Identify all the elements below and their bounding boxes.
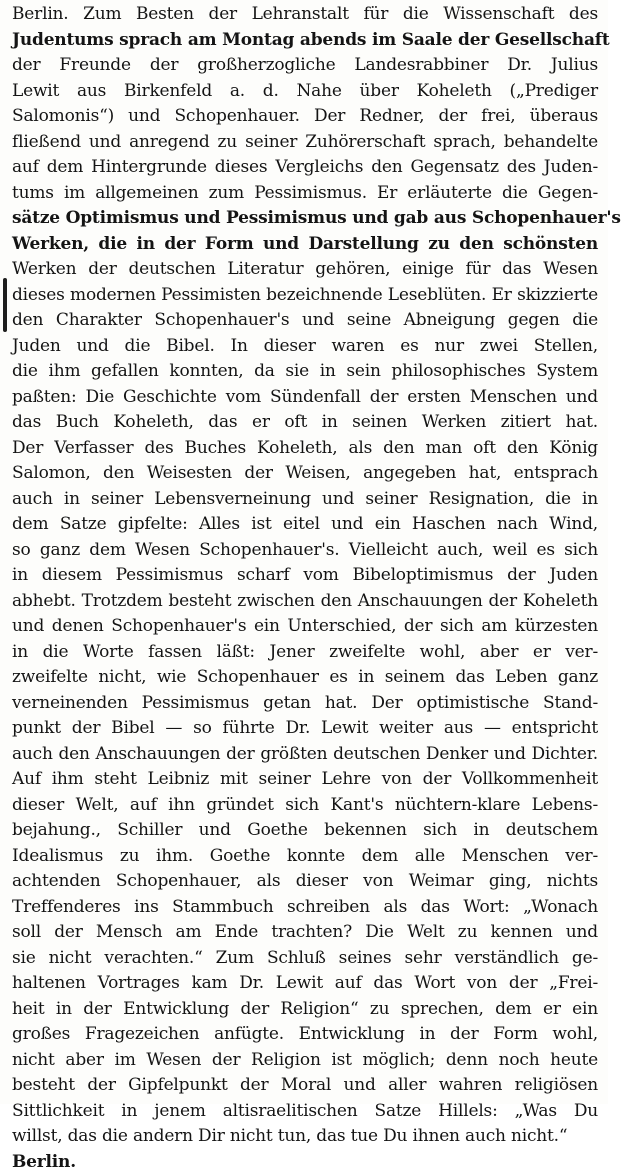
article-text-line: in diesem Pessimismus scharf vom Bibeloptimismus der Juden bbox=[12, 565, 598, 585]
article-text-line: den Charakter Schopenhauer's und seine Abneigung gegen die bbox=[12, 310, 598, 330]
article-text-line: Werken der deutschen Literatur gehören, einige für das Wesen bbox=[12, 259, 598, 279]
article-text-line: Treffenderes ins Stammbuch schreiben als das Wort: „Wonach bbox=[12, 896, 598, 917]
article-text-line: heit in der Entwicklung der Religion“ zu sprechen, dem er ein bbox=[12, 998, 598, 1019]
article-text-line: verneinenden Pessimismus getan hat. Der optimistische Stand- bbox=[12, 692, 598, 713]
article-text-line: das Buch Koheleth, das er oft in seinen Werken zitiert hat. bbox=[12, 412, 598, 432]
article-text-line: Lewit aus Birkenfeld a. d. Nahe über Koheleth („Prediger bbox=[12, 80, 598, 101]
article-text-line: auch in seiner Lebensverneinung und seiner Resignation, die in bbox=[12, 488, 598, 509]
article-text-line: dem Satze gipfelte: Alles ist eitel und ein Haschen nach Wind, bbox=[12, 514, 598, 534]
article-text-line: nicht aber im Wesen der Religion ist möglich; denn noch heute bbox=[12, 1049, 598, 1070]
article-text-line: auch den Anschauungen der größten deutschen Denker und Dichter. bbox=[12, 743, 598, 764]
article-text-line: dieses modernen Pessimisten bezeichnende Leseblüten. Er skizzierte bbox=[12, 284, 598, 305]
article-text-line: Auf ihm steht Leibniz mit seiner Lehre von der Vollkommenheit bbox=[12, 769, 598, 789]
article-text-line: soll der Mensch am Ende trachten? Die Welt zu kennen und bbox=[12, 922, 598, 942]
article-text-line: Idealismus zu ihm. Goethe konnte dem alle Menschen ver- bbox=[12, 845, 598, 866]
article-column bbox=[12, 2, 621, 1172]
article-text-line: paßten: Die Geschichte vom Sündenfall der ersten Menschen und bbox=[12, 386, 598, 407]
article-text-line: bejahung., Schiller und Goethe bekennen sich in deutschem bbox=[12, 820, 598, 840]
article-text-line: achtenden Schopenhauer, als dieser von Weimar ging, nichts bbox=[12, 871, 598, 891]
article-text-line: die ihm gefallen konnten, da sie in sein philosophisches System bbox=[12, 361, 598, 381]
article-text-line: Salomon, den Weisesten der Weisen, angegeben hat, entsprach bbox=[12, 463, 598, 483]
article-text-line: Juden und die Bibel. In dieser waren es nur zwei Stellen, bbox=[12, 335, 598, 356]
article-text-line: dieser Welt, auf ihn gründet sich Kant's nüchtern-klare Lebens- bbox=[12, 794, 598, 815]
next-article-cut-line: Berlin. bbox=[12, 1151, 76, 1172]
article-text-line: in die Worte fassen läßt: Jener zweifelte wohl, aber er ver- bbox=[12, 641, 598, 662]
article-text-line: Werken, die in der Form und Darstellung zu den schönsten bbox=[12, 233, 598, 254]
article-text-line: auf dem Hintergrunde dieses Vergleichs den Gegensatz des Juden- bbox=[12, 157, 598, 177]
article-text-line: so ganz dem Wesen Schopenhauer's. Vielleicht auch, weil es sich bbox=[12, 539, 598, 560]
article-text-line: fließend und anregend zu seiner Zuhörerschaft sprach, behandelte bbox=[12, 131, 598, 152]
article-text-line: sie nicht verachten.“ Zum Schluß seines sehr verständlich ge- bbox=[12, 947, 598, 968]
article-dateline-line: Berlin. Zum Besten der Lehranstalt für die Wissenschaft des bbox=[12, 4, 598, 24]
margin-ink-mark bbox=[3, 278, 7, 332]
article-text-line: und denen Schopenhauer's ein Unterschied, der sich am kürzesten bbox=[12, 616, 598, 636]
article-text-line: der Freunde der großherzogliche Landesrabbiner Dr. Julius bbox=[12, 55, 598, 75]
article-text-line: Judentums sprach am Montag abends im Saale der Gesellschaft bbox=[12, 29, 610, 50]
article-text-line: haltenen Vortrages kam Dr. Lewit auf das Wort von der „Frei- bbox=[12, 973, 598, 993]
article-text-line: Der Verfasser des Buches Koheleth, als den man oft den König bbox=[12, 437, 598, 458]
article-text-line: zweifelte nicht, wie Schopenhauer es in seinem das Leben ganz bbox=[12, 667, 598, 687]
article-text-line: tums im allgemeinen zum Pessimismus. Er erläuterte die Gegen- bbox=[12, 182, 598, 203]
article-text-line: abhebt. Trotzdem besteht zwischen den Anschauungen der Koheleth bbox=[12, 590, 598, 611]
article-text-line: Salomonis“) und Schopenhauer. Der Redner, der frei, überaus bbox=[12, 106, 598, 126]
article-text-line: Sittlichkeit in jenem altisraelitischen Satze Hillels: „Was Du bbox=[12, 1100, 598, 1121]
article-text-line: sätze Optimismus und Pessimismus und gab aus Schopenhauer's bbox=[12, 208, 621, 228]
article-text-line: willst, das die andern Dir nicht tun, das tue Du ihnen auch nicht.“ bbox=[12, 1126, 568, 1146]
article-text-line: besteht der Gipfelpunkt der Moral und aller wahren religiösen bbox=[12, 1075, 598, 1095]
article-text-line: punkt der Bibel — so führte Dr. Lewit weiter aus — entspricht bbox=[12, 718, 598, 738]
article-text-line: großes Fragezeichen anfügte. Entwicklung in der Form wohl, bbox=[12, 1024, 598, 1044]
